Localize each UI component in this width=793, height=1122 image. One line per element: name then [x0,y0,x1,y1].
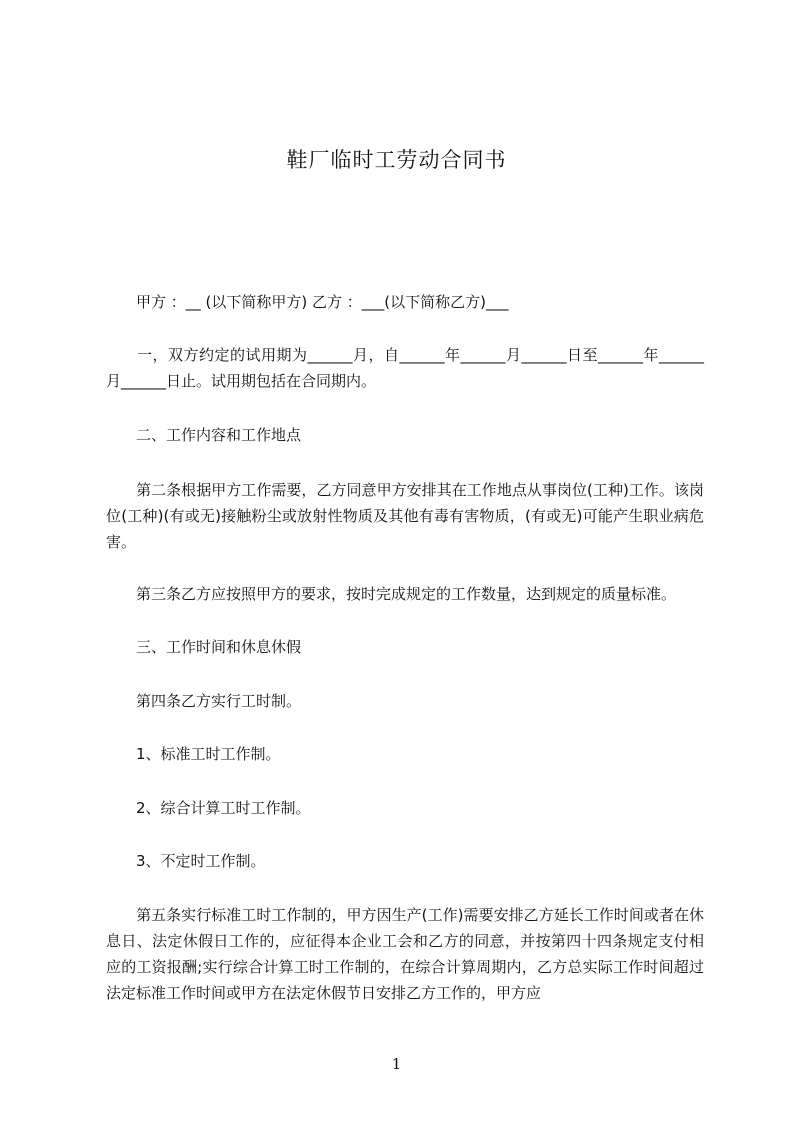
clause-article-3: 第三条乙方应按照甲方的要求，按时完成规定的工作数量，达到规定的质量标准。 [106,585,677,603]
page-number: 1 [391,1055,402,1073]
list-item-standard-hours: 1、标准工时工作制。 [106,745,281,763]
section-heading-work-hours: 三、工作时间和休息休假 [106,638,302,656]
clause-probation: 一，双方约定的试用期为______月，自______年______月______日至______年______月______日止。试用期包括在合同期内。 [106,346,704,390]
clause-article-5: 第五条实行标准工时工作制的，甲方因生产(工作)需要安排乙方延长工作时间或者在休息日、法定休假日工作的，应征得本企业工会和乙方的同意，并按第四十四条规定支付相应的工资报酬;实行综合计算工时工作制的，在综合计算周期内，乙方总实际工作时间超过法定标准工作时间或甲方在法定休假节日安排乙方工作的，甲方应 [106,906,704,1002]
section-heading-work-content: 二、工作内容和工作地点 [106,426,302,444]
list-item-flexible-hours: 3、不定时工作制。 [106,852,266,870]
parties-line: 甲方 ：__ (以下简称甲方) 乙方 ：___(以下简称乙方)___ [106,293,509,311]
clause-article-2: 第二条根据甲方工作需要，乙方同意甲方安排其在工作地点从事岗位(工种)工作。该岗位(工种)(有或无)接触粉尘或放射性物质及其他有毒有害物质，(有或无)可能产生职业病危害。 [106,481,704,551]
page-title: 鞋厂临时工劳动合同书 [286,148,507,172]
clause-article-4: 第四条乙方实行工时制。 [106,692,302,710]
list-item-comprehensive-hours: 2、综合计算工时工作制。 [106,799,311,817]
